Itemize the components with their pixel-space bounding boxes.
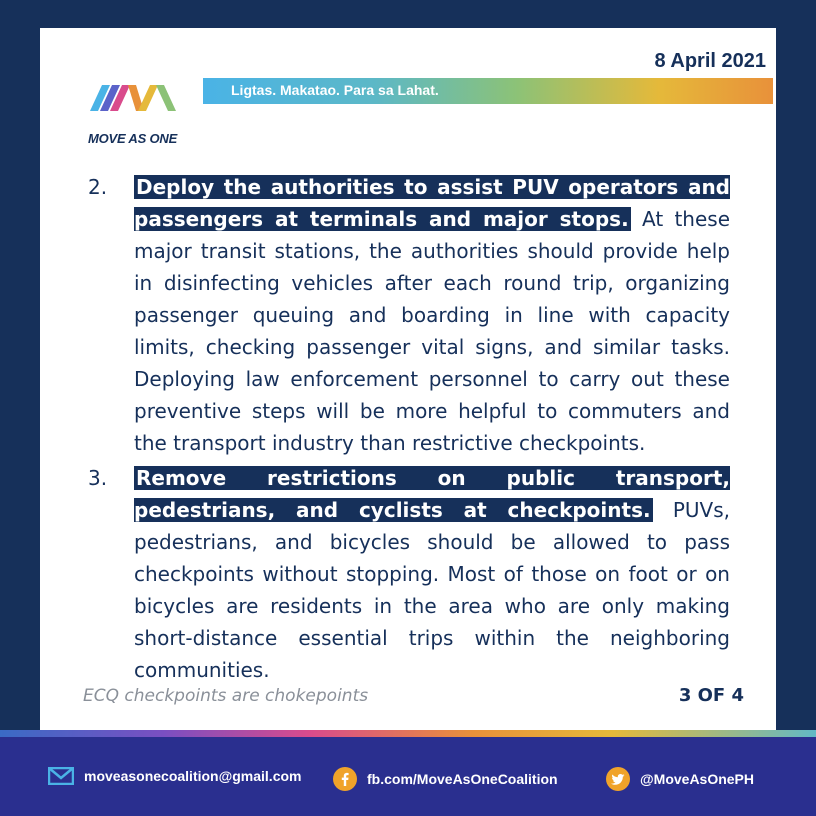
- logo-text: MOVE AS ONE: [88, 131, 178, 146]
- twitter-contact[interactable]: [606, 767, 754, 791]
- contact-bar: [0, 737, 816, 816]
- facebook-text: fb.com/MoveAsOneCoalition: [367, 771, 558, 787]
- logo-mark-icon: [88, 71, 188, 131]
- move-as-one-logo: [88, 71, 188, 149]
- item-text: PUVs, pedestrians, and bicycles should be allowed to pass checkpoints without stopping. Most of those on foot or on bicycles are residents in the area who are only making short-distance essential trips within the neighboring communities.: [134, 498, 731, 682]
- envelope-icon: [48, 767, 74, 785]
- tagline: Ligtas. Makatao. Para sa Lahat.: [231, 82, 439, 98]
- page-indicator: 3 OF 4: [678, 685, 744, 706]
- email-text: moveasonecoalition@gmail.com: [84, 768, 302, 784]
- rainbow-divider: [0, 730, 816, 737]
- tagline-bar: [203, 78, 773, 104]
- item-highlight: Deploy the authorities to assist PUV operators and passengers at terminals and major stops.: [134, 175, 730, 231]
- item-number: 3.: [88, 466, 108, 490]
- twitter-icon: [606, 767, 630, 791]
- twitter-text: @MoveAsOnePH: [640, 771, 755, 787]
- content-card: [40, 28, 776, 730]
- item-body: [134, 462, 730, 686]
- date-label: 8 April 2021: [654, 50, 766, 72]
- item-text: At these major transit stations, the authorities should provide help in disinfecting vehicles after each round trip, organizing passenger queuing and boarding in line with capacity limits, checking passenger vital signs, and similar tasks. Deploying law enforcement personnel to carry out these preventive steps will be more helpful to commuters and the transport industry than restrictive checkpoints.: [134, 207, 730, 455]
- item-body: [134, 171, 730, 459]
- facebook-contact[interactable]: [333, 767, 558, 791]
- item-number: 2.: [88, 175, 108, 199]
- item-highlight: Remove restrictions on public transport, pedestrians, and cyclists at checkpoints.: [134, 466, 730, 522]
- facebook-icon: [333, 767, 357, 791]
- footer-caption: ECQ checkpoints are chokepoints: [83, 686, 369, 706]
- email-contact[interactable]: [48, 767, 302, 785]
